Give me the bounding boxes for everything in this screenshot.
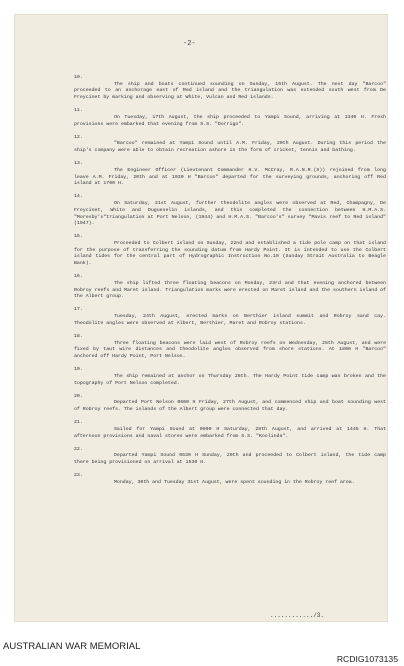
paragraph-text: The Engineer Officer (Lieutenant Commander H.V. McCray, R.A.N.R.(S)) rejoined from long leave A.M. Friday, 20th and at 1030 H "Barcoo" departed for the surveying grounds, anchoring off Red island at 1700 H. [74,167,386,187]
report-paragraph [74,161,386,188]
record-identifier: RCDIG1073135 [336,654,398,664]
paragraph-text: Departed Yampi Sound 0630 H Sunday, 29th and proceeded to Colbert island, the tide camp there being provisioned on arrival at 1530 H. [74,453,386,466]
paragraph-text: Tuesday, 24th August, erected marks on Berthier island summit and Robroy sand cay. Theodolite angles were observed at Albert, Berthier, Maret and Robroy stations. [74,314,386,326]
paragraph-text: Proceeded to Colbert island on Sunday, 22nd and established a tide pole camp on that island for the purpose of transferring the sounding datum from Hardy Point. It is intended to use the Colbert island tides for the central part of Hydrographic Instruction No.10 (Sunday Strait Australia to Beagle Bank). [74,241,386,267]
report-paragraph [74,274,386,301]
report-paragraph [74,135,386,155]
paragraph-text: Monday, 30th and Tuesday 31st August, were spent sounding in the Robroy reef area. [114,479,355,485]
report-paragraph [74,447,386,467]
paragraph-number: 15. [74,234,83,240]
paragraph-number: 22. [74,446,83,452]
paragraph-number: 16. [74,274,83,280]
paragraph-number: 23. [74,473,83,479]
paragraph-number: 10. [74,75,83,80]
paragraph-number: 21. [74,420,83,426]
report-paragraph [74,194,386,228]
report-paragraph [74,75,386,102]
report-paragraph [74,473,386,486]
paragraph-text: On Tuesday, 17th August, the ship proceeded to Yampi Sound, arriving at 1340 H. Fresh provisions were embarked that evening from S.S. "Dorrigo". [74,114,386,127]
paragraph-number: 20. [74,393,83,399]
report-paragraphs [74,75,386,493]
paragraph-number: 19. [74,367,83,373]
continuation-marker: ............/3. [270,612,325,619]
document-page [14,14,388,622]
report-paragraph [74,234,386,268]
report-paragraph [74,334,386,361]
paragraph-text: On Saturday, 21st August, further theodolite angles were observed at Red, Champagny, De Freycinet, White and Dugueselin islands, and this completed the connection between H.M.A.S. "Moresby's"triangulation at Port Nelson, (1944) and H.M.A.S. "Barcoo's" survey "Mavis reef to Red island" (1947). [74,201,386,227]
paragraph-text: The ship lifted three floating beacons on Monday, 23rd and that evening anchored between Robroy reefs and Maret island. Triangulation marks were erected on Maret island and the southern island of the Albert group. [74,280,386,300]
paragraph-number: 12. [74,134,83,140]
paragraph-number: 14. [74,194,83,200]
archive-credit: AUSTRALIAN WAR MEMORIAL [3,641,141,652]
paragraph-text: Three floating beacons were laid west of Robroy reefs on Wednesday, 25th August, and were fixed by taut wire distances and theodolite angles observed from shore stations. At 1800 H "Barcoo" anchored off Hardy Point, Port Nelson. [74,340,386,360]
report-paragraph [74,367,386,387]
paragraph-text: "Barcoo" remained at Yampi Sound until A.M. Friday, 20th August. During this period the ship's company were able to obtain recreation ashore in the form of cricket, tennis and bathing. [74,141,386,154]
paragraph-number: 17. [74,307,83,313]
page-number: -2- [183,40,196,48]
paragraph-number: 18. [74,333,83,339]
paragraph-text: Sailed for Yampi Sound at 0600 H Saturday, 28th August, and arrived at 1445 H. That afternoon provisions and naval stores were embarked from S.S. "Koolinda". [74,426,386,439]
paragraph-text: The ship remained at anchor on Thursday 26th. The Hardy Point tide camp was broken and the topography of Port Nelson completed. [74,373,386,386]
paragraph-number: 13. [74,161,83,167]
report-paragraph [74,394,386,414]
report-paragraph [74,307,386,327]
paragraph-text: The ship and boats continued sounding on Sunday, 15th August. The next day "Barcoo" proceeded to an anchorage east of Red island and the triangulation was extended south west from De Freycinet by marking and observing at White, Vulcan and Red islands. [74,81,386,101]
paragraph-number: 11. [74,108,83,114]
report-paragraph [74,108,386,128]
paragraph-text: Departed Port Nelson 0600 H Friday, 27th August, and commenced ship and boat sounding west of Robroy reefs. The islands of the Albert group were connected that day. [74,400,386,413]
report-paragraph [74,420,386,440]
